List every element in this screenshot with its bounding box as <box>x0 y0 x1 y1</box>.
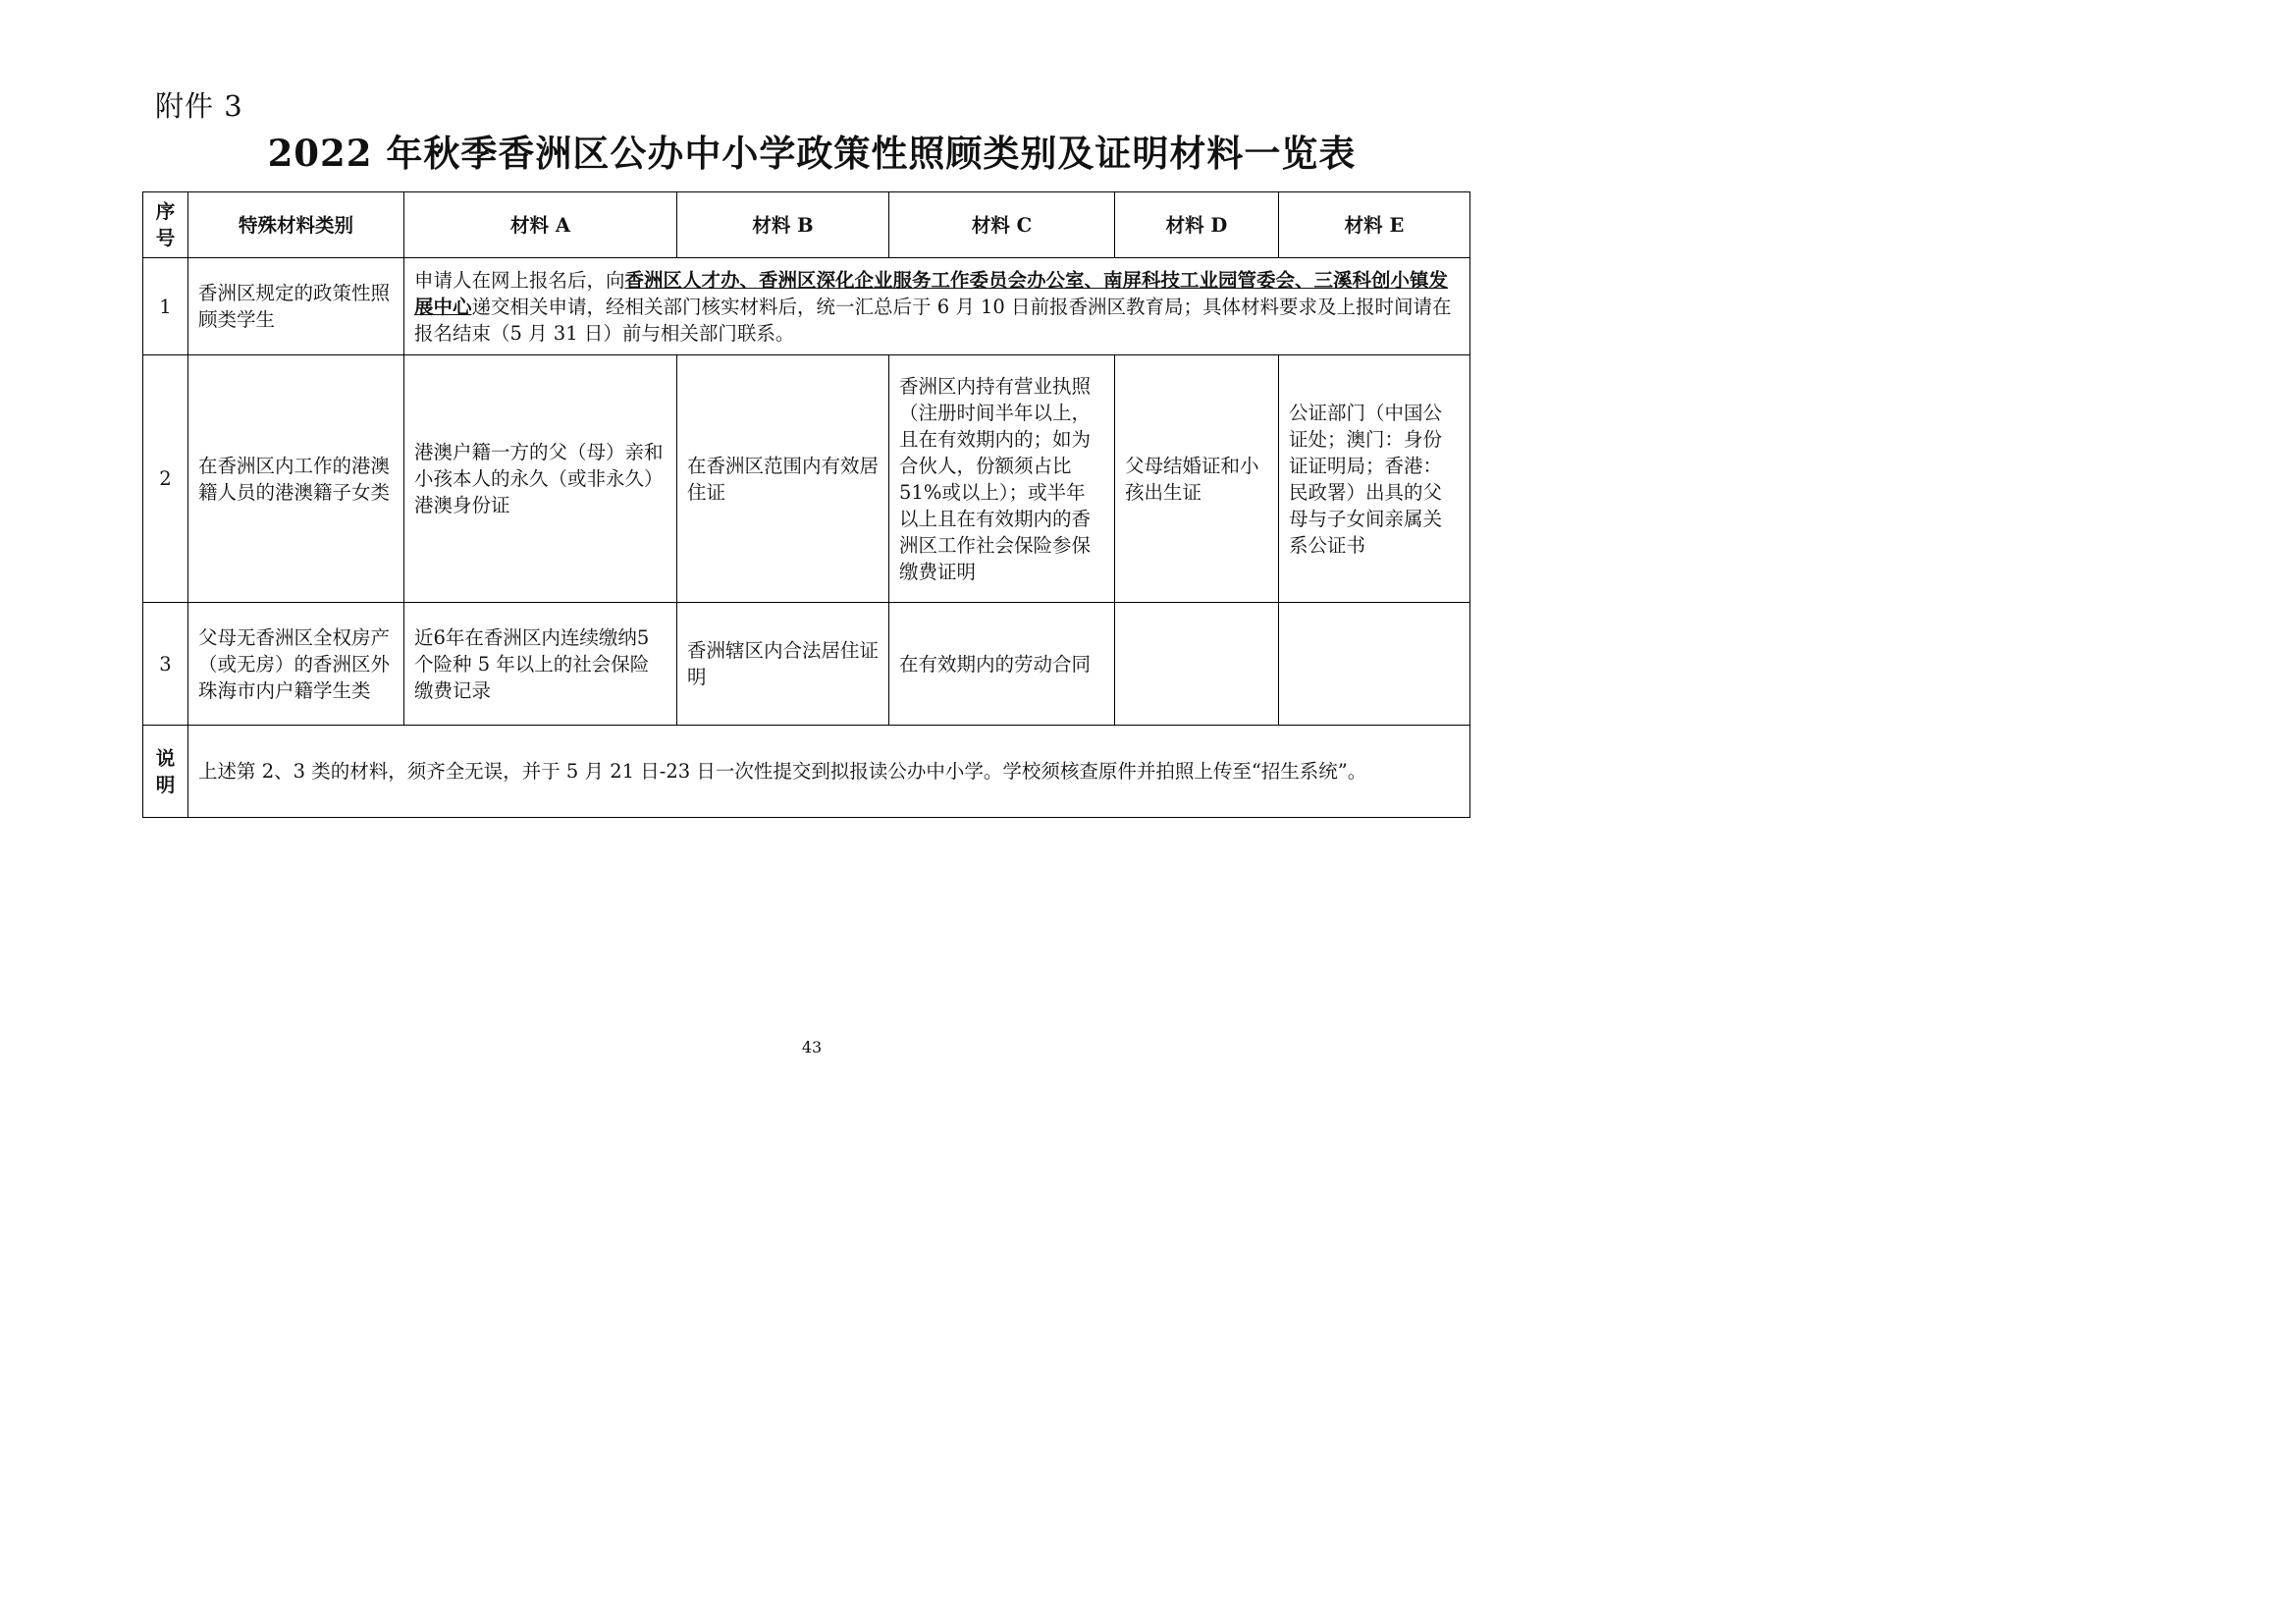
page-number: 43 <box>801 1038 823 1056</box>
note-row <box>143 726 1470 818</box>
note-label: 说明 <box>143 726 188 818</box>
table-header-row <box>143 192 1470 258</box>
cell-material-a: 港澳户籍一方的父（母）亲和小孩本人的永久（或非永久）港澳身份证 <box>404 355 677 603</box>
row-category: 在香洲区内工作的港澳籍人员的港澳籍子女类 <box>188 355 404 603</box>
attachment-label: 附件 3 <box>155 89 243 123</box>
cell-material-d: 父母结婚证和小孩出生证 <box>1115 355 1279 603</box>
header-material-e: 材料 E <box>1279 192 1470 258</box>
row-number: 2 <box>143 355 188 603</box>
header-seq: 序号 <box>143 192 188 258</box>
cell-material-b: 在香洲区范围内有效居住证 <box>677 355 889 603</box>
row1-text-before: 申请人在网上报名后，向 <box>414 268 625 292</box>
row1-description <box>404 258 1470 355</box>
table-row <box>143 258 1470 355</box>
header-material-d: 材料 D <box>1115 192 1279 258</box>
cell-material-a: 近6年在香洲区内连续缴纳5个险种 5 年以上的社会保险缴费记录 <box>404 603 677 726</box>
table-row <box>143 355 1470 603</box>
row-number: 3 <box>143 603 188 726</box>
cell-material-d <box>1115 603 1279 726</box>
row1-departments: 香洲区人才办、香洲区深化企业服务工作委员会办公室、南屏科技工业园管委会、三溪科创小镇发展中心 <box>414 268 1449 318</box>
cell-material-e: 公证部门（中国公证处；澳门：身份证证明局；香港：民政署）出具的父母与子女间亲属关系公证书 <box>1279 355 1470 603</box>
cell-material-c: 香洲区内持有营业执照（注册时间半年以上，且在有效期内的；如为合伙人，份额须占比51%或以上）；或半年以上且在有效期内的香洲区工作社会保险参保缴费证明 <box>889 355 1115 603</box>
materials-table <box>142 191 1470 818</box>
row-number: 1 <box>143 258 188 355</box>
row-category: 香洲区规定的政策性照顾类学生 <box>188 258 404 355</box>
table-row <box>143 603 1470 726</box>
header-material-c: 材料 C <box>889 192 1115 258</box>
header-material-b: 材料 B <box>677 192 889 258</box>
header-category: 特殊材料类别 <box>188 192 404 258</box>
header-material-a: 材料 A <box>404 192 677 258</box>
cell-material-e <box>1279 603 1470 726</box>
cell-material-c: 在有效期内的劳动合同 <box>889 603 1115 726</box>
row1-text-after: 递交相关申请，经相关部门核实材料后，统一汇总后于 6 月 10 日前报香洲区教育局；具体材料要求及上报时间请在报名结束（5 月 31 日）前与相关部门联系。 <box>414 295 1452 345</box>
cell-material-b: 香洲辖区内合法居住证明 <box>677 603 889 726</box>
note-text: 上述第 2、3 类的材料，须齐全无误，并于 5 月 21 日-23 日一次性提交到拟报读公办中小学。学校须核查原件并拍照上传至“招生系统”。 <box>188 726 1470 818</box>
row-category: 父母无香洲区全权房产（或无房）的香洲区外珠海市内户籍学生类 <box>188 603 404 726</box>
page-title: 2022 年秋季香洲区公办中小学政策性照顾类别及证明材料一览表 <box>267 132 1357 175</box>
